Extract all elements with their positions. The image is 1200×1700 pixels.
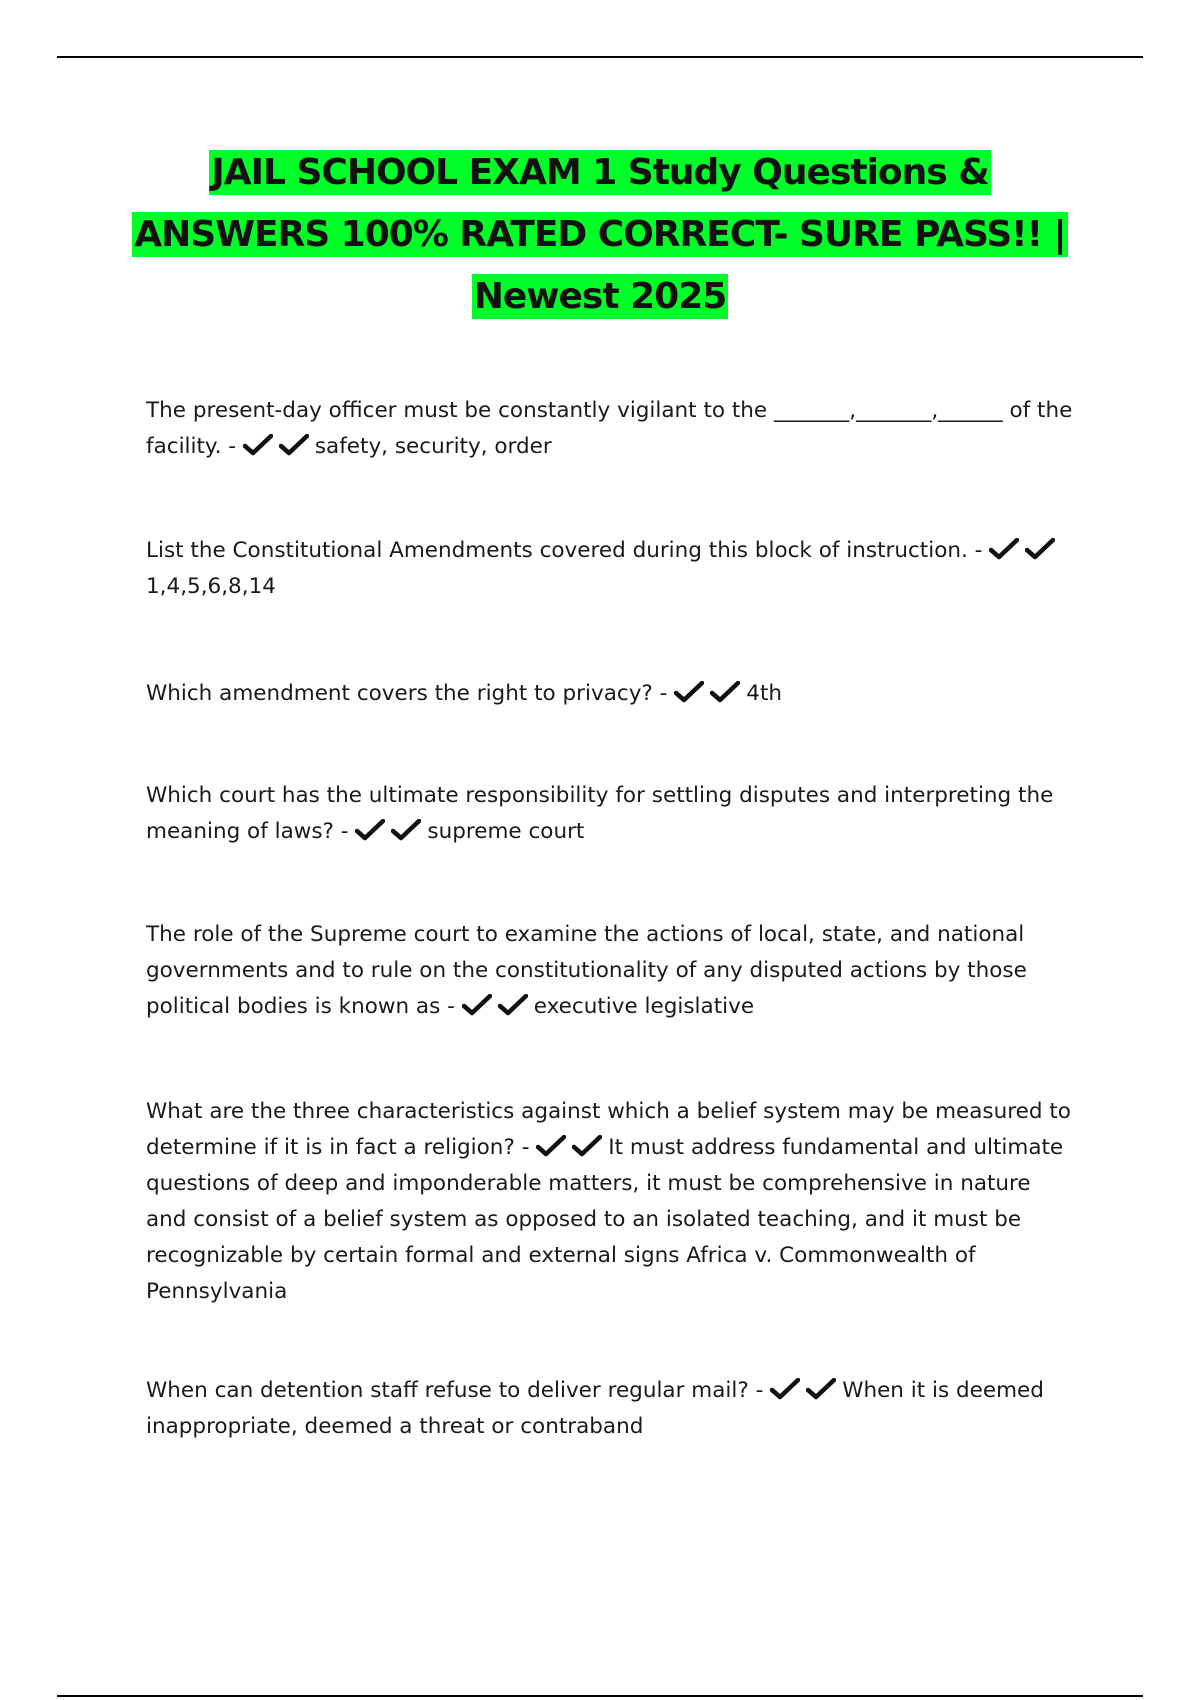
separator: - — [967, 538, 990, 563]
top-rule — [57, 56, 1143, 58]
question-text: What are the three characteristics against which a belief system may be measured to determine if it is in fact a religion? — [146, 1099, 1071, 1160]
answer-text: 1,4,5,6,8,14 — [146, 574, 276, 599]
separator: - — [652, 681, 675, 706]
question-text: List the Constitutional Amendments covered during this block of instruction. — [146, 538, 968, 563]
question-text: Which amendment covers the right to privacy? — [146, 681, 653, 706]
check-mark-icon — [674, 681, 704, 703]
qa-item-1 — [146, 393, 1076, 465]
qa-item-6 — [146, 1094, 1076, 1310]
check-mark-icon — [279, 434, 309, 456]
separator: - — [333, 819, 356, 844]
check-mark-icon — [1025, 538, 1055, 560]
separator: - — [221, 434, 243, 459]
question-text: The present-day officer must be constantly vigilant to the _______,_______,______ of the facility. — [146, 398, 1073, 459]
question-text: When can detention staff refuse to deliver regular mail? — [146, 1378, 749, 1403]
check-mark-icon — [355, 819, 385, 841]
answer-text: When it is deemed inappropriate, deemed a threat or contraband — [146, 1378, 1044, 1439]
answer-text: 4th — [746, 681, 783, 706]
double-check-icon — [674, 681, 746, 706]
title-line-1: JAIL SCHOOL EXAM 1 Study Questions & — [211, 152, 989, 193]
answer-text: supreme court — [427, 819, 585, 844]
separator: - — [514, 1135, 537, 1160]
check-mark-icon — [536, 1135, 566, 1157]
qa-item-5 — [146, 917, 1076, 1025]
double-check-icon — [536, 1135, 608, 1160]
qa-item-4 — [146, 778, 1076, 850]
double-check-icon — [243, 434, 315, 459]
double-check-icon — [355, 819, 427, 844]
double-check-icon — [770, 1378, 842, 1403]
title-line-2: ANSWERS 100% RATED CORRECT- SURE PASS!! | — [134, 214, 1066, 255]
check-mark-icon — [770, 1378, 800, 1400]
answer-text: safety, security, order — [314, 434, 552, 459]
answer-text: It must address fundamental and ultimate questions of deep and imponderable matters, it must be comprehensive in nature and consist of a belief system as opposed to an isolated teaching, and it must be recognizable by certain formal and external signs Africa v. Commonwealth of Pennsylvania — [146, 1135, 1064, 1304]
question-text: Which court has the ultimate responsibility for settling disputes and interpreting the meaning of laws? — [146, 783, 1054, 844]
check-mark-icon — [806, 1378, 836, 1400]
bottom-rule — [57, 1695, 1143, 1697]
check-mark-icon — [462, 994, 492, 1016]
check-mark-icon — [710, 681, 740, 703]
qa-item-2 — [146, 533, 1076, 605]
separator: - — [440, 994, 462, 1019]
answer-text: executive legislative — [533, 994, 755, 1019]
check-mark-icon — [989, 538, 1019, 560]
check-mark-icon — [243, 434, 273, 456]
separator: - — [748, 1378, 771, 1403]
question-text: The role of the Supreme court to examine the actions of local, state, and national governments and to rule on the constitutionality of any disputed actions by those political bodies is known as — [146, 922, 1027, 1019]
check-mark-icon — [391, 819, 421, 841]
qa-item-7 — [146, 1373, 1076, 1445]
document-title — [100, 142, 1100, 328]
check-mark-icon — [572, 1135, 602, 1157]
double-check-icon — [462, 994, 534, 1019]
double-check-icon — [989, 538, 1061, 563]
title-line-3: Newest 2025 — [473, 276, 727, 317]
check-mark-icon — [498, 994, 528, 1016]
qa-item-3 — [146, 676, 1076, 712]
